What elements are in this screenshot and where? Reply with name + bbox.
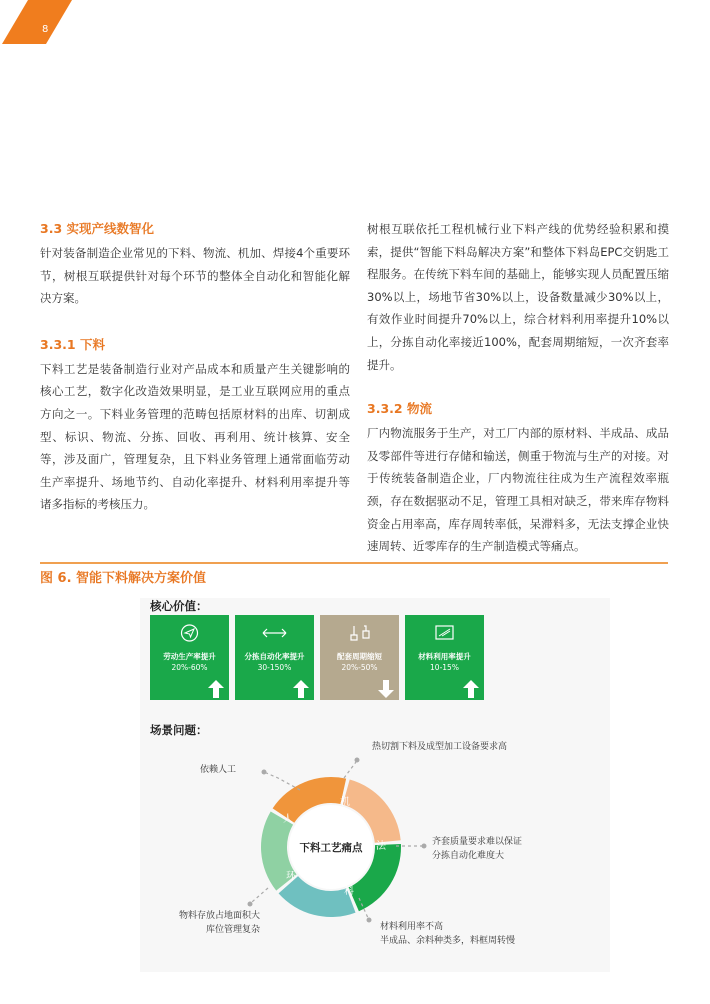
section-heading-3-3-2: 3.3.2 物流: [367, 401, 432, 417]
annotation-fa: [432, 835, 522, 863]
card-title: 劳动生产率提升: [163, 652, 216, 661]
annotation-fa-line-2: 分拣自动化难度大: [432, 851, 505, 861]
section-heading-3-3: 3.3 实现产线数智化: [40, 221, 154, 236]
page-number: 8: [42, 24, 49, 35]
segment-label-liao: 料: [344, 886, 354, 897]
section-3-3-1-body: 下料工艺是装备制造行业对产品成本和质量产生关键影响的核心工艺，数字化改造效果明显，是工业互联网应用的重点方向之一。下料业务管理的范畴包括原材料的出库、切割成型、标识、物流、分拣、回收、再利用、统计核算、安全等，涉及面广，管理复杂，且下料业务管理上通常面临劳动生产率提升、场地节约、自动化率提升、材料利用率提升等诸多指标的考核压力。: [40, 361, 350, 512]
figure-title: 图 6. 智能下料解决方案价值: [40, 571, 207, 586]
segment-label-huan: 环: [286, 871, 296, 882]
annotation-huan-line-2: 库位管理复杂: [205, 925, 260, 935]
card-title: 材料利用率提升: [418, 652, 471, 661]
annotation-liao-line-1: 材料利用率不高: [380, 922, 444, 932]
donut-center-label: 下料工艺痛点: [299, 842, 363, 854]
annotation-ren: 依赖人工: [200, 765, 237, 775]
section-3-3-body: 针对装备制造企业常见的下料、物流、机加、焊接4个重要环节，树根互联提供针对每个环节的整体全自动化和智能化解决方案。: [40, 246, 350, 306]
card-value: 20%-60%: [171, 663, 208, 672]
section-heading-3-3-1: 3.3.1 下料: [40, 336, 105, 352]
card-title: 分拣自动化率提升: [244, 652, 305, 661]
scene-problem-label: 场景问题：: [150, 723, 208, 737]
section-3-3-2-body: 厂内物流服务于生产，对工厂内部的原材料、半成品、成品及零部件等进行存储和输送，侧重于物流与生产的对接。对于传统装备制造企业，厂内物流往往成为生产流程效率瓶颈，存在数据驱动不足，管理工具相对缺乏，带来库存物料资金占用率高，库存周转率低，呆滞料多，无法支撑企业快速周转、近零库存的生产制造模式等痛点。: [367, 426, 669, 554]
island-solution-paragraph: 树根互联依托工程机械行业下料产线的优势经验积累和摸索，提供“智能下料岛解决方案”和整体下料岛EPC交钥匙工程服务。在传统下料车间的基础上，能够实现人员配置压缩30%以上，场地节省30%以上，设备数量减少30%以上，有效作业时间提升70%以上，综合材料利用率提升10%以上，分拣自动化率接近100%，配套周期缩短，一次齐套率提升。: [367, 222, 669, 372]
segment-label-fa: 法: [376, 841, 386, 852]
card-value: 20%-50%: [341, 663, 378, 672]
annotation-liao-line-2: 半成品、余料种类多，料框周转慢: [380, 936, 516, 946]
core-value-label: 核心价值：: [150, 599, 208, 613]
segment-label-ren: 人: [283, 814, 293, 825]
annotation-huan: [170, 909, 260, 937]
card-value: 10-15%: [430, 663, 459, 672]
annotation-ji: 热切割下料及成型加工设备要求高: [372, 742, 508, 752]
card-title: 配套周期缩短: [337, 652, 382, 661]
annotation-liao: [380, 920, 515, 948]
segment-label-ji: 机: [340, 797, 350, 808]
annotation-huan-line-1: 物料存放占地面积大: [178, 911, 260, 921]
card-value: 30-150%: [257, 663, 292, 672]
annotation-fa-line-1: 齐套质量要求难以保证: [432, 837, 523, 847]
